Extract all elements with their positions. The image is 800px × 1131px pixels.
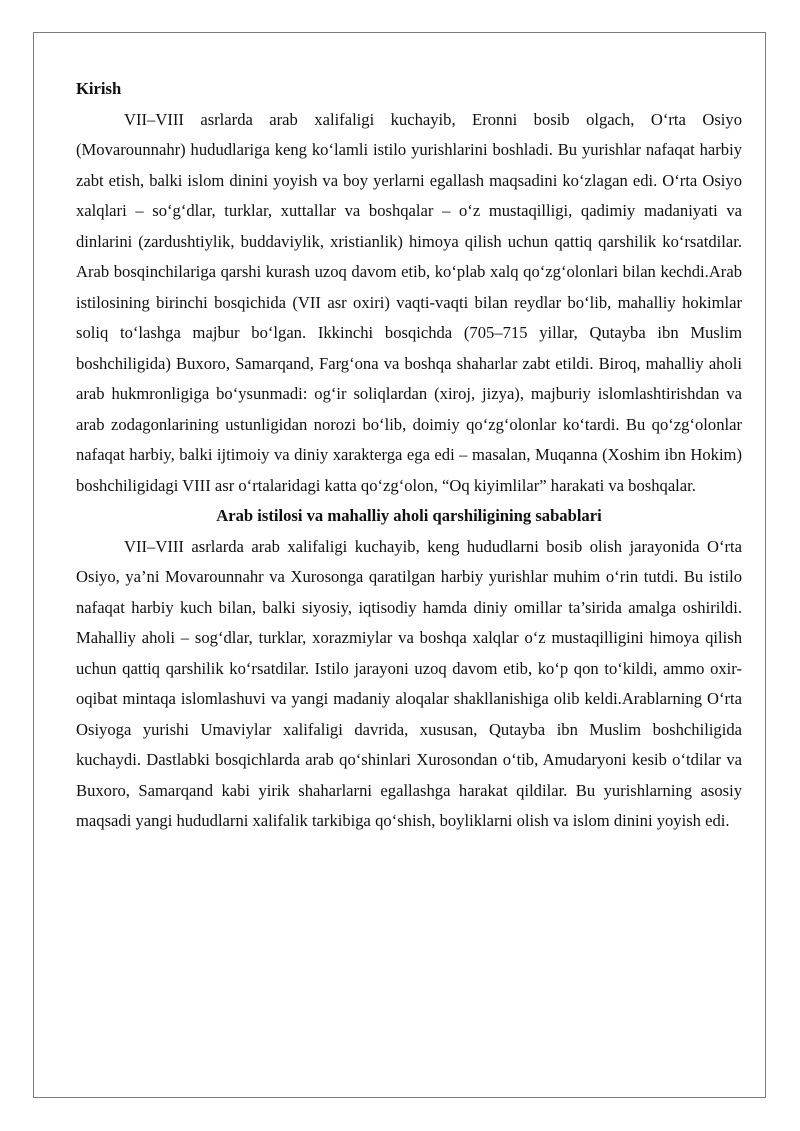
section-heading: Kirish	[76, 79, 122, 98]
document-body	[76, 74, 742, 837]
paragraph-intro: VII–VIII asrlarda arab xalifaligi kuchayib, Eronni bosib olgach, O‘rta Osiyo (Movarounnahr) hududlariga keng ko‘lamli istilo yurishlarini boshladi. Bu yurishlar nafaqat harbiy zabt etish, balki islom dinini yoyish va boy yerlarni egallash maqsadini ko‘zlagan edi. O‘rta Osiyo xalqlari – so‘g‘dlar, turklar, xuttallar va boshqalar – o‘z mustaqilligi, qadimiy madaniyati va dinlarini (zardushtiylik, buddaviylik, xristianlik) himoya qilish uchun qattiq qarshilik ko‘rsatdilar. Arab bosqinchilariga qarshi kurash uzoq davom etib, ko‘plab xalq qo‘zg‘olonlari bilan kechdi.Arab istilosining birinchi bosqichida (VII asr oxiri) vaqti-vaqti bilan reydlar bo‘lib, mahalliy hokimlar soliq to‘lashga majbur bo‘lgan. Ikkinchi bosqichda (705–715 yillar, Qutayba ibn Muslim boshchiligida) Buxoro, Samarqand, Farg‘ona va boshqa shaharlar zabt etildi. Biroq, mahalliy aholi arab hukmronligiga bo‘ysunmadi: og‘ir soliqlardan (xiroj, jizya), majburiy islomlashtirishdan va arab zodagonlarining ustunligidan norozi bo‘lib, doimiy qo‘zg‘olonlar ko‘tardi. Bu qo‘zg‘olonlar nafaqat harbiy, balki ijtimoiy va diniy xarakterga ega edi – masalan, Muqanna (Xoshim ibn Hokim) boshchiligidagi VIII asr o‘rtalaridagi katta qo‘zg‘olon, “Oq kiyimlilar” harakati va boshqalar.	[76, 109, 742, 495]
section-subheading: Arab istilosi va mahalliy aholi qarshiligining sabablari	[216, 506, 602, 525]
paragraph-causes: VII–VIII asrlarda arab xalifaligi kuchayib, keng hududlarni bosib olish jarayonida O‘rta Osiyo, ya’ni Movarounnahr va Xurosonga qaratilgan harbiy yurishlar muhim o‘rin tutdi. Bu istilo nafaqat harbiy kuch bilan, balki siyosiy, iqtisodiy hamda diniy omillar ta’sirida amalga oshirildi. Mahalliy aholi – sog‘dlar, turklar, xorazmiylar va boshqa xalqlar o‘z mustaqilligini himoya qilish uchun qattiq qarshilik ko‘rsatdilar. Istilo jarayoni uzoq davom etib, ko‘p qon to‘kildi, ammo oxir-oqibat mintaqa islomlashuvi va yangi madaniy aloqalar shakllanishiga olib keldi.Arablarning O‘rta Osiyoga yurishi Umaviylar xalifaligi davrida, xususan, Qutayba ibn Muslim boshchiligida kuchaydi. Dastlabki bosqichlarda arab qo‘shinlari Xurosondan o‘tib, Amudaryoni kesib o‘tdilar va Buxoro, Samarqand kabi yirik shaharlarni egallashga harakat qildilar. Bu yurishlarning asosiy maqsadi yangi hududlarni xalifalik tarkibiga qo‘shish, boyliklarni olish va islom dinini yoyish edi.	[76, 536, 742, 830]
